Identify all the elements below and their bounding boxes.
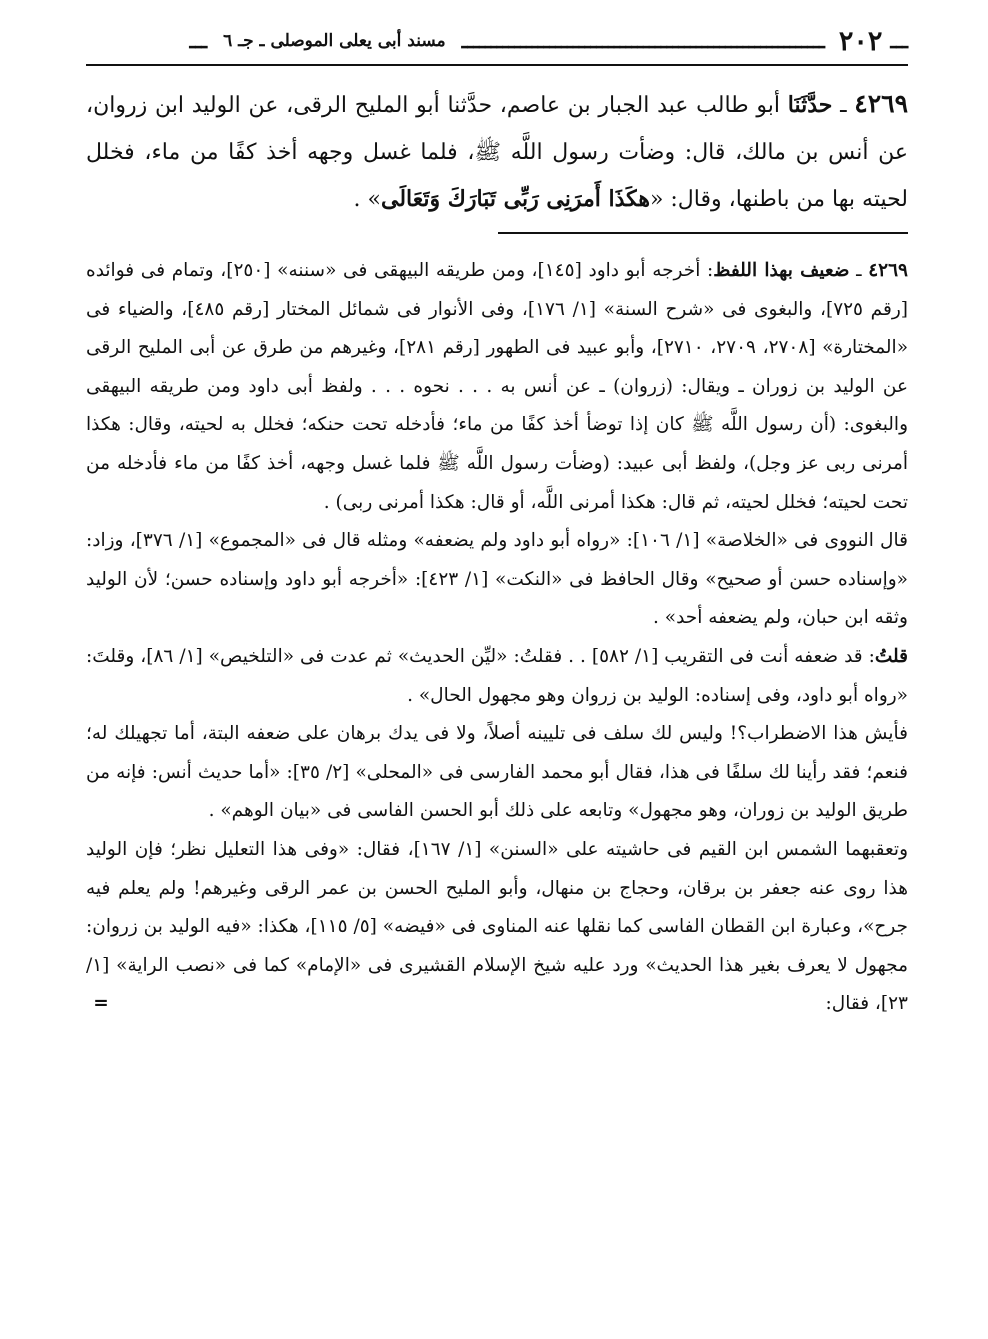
grading-label: ضعيف بهذا اللفظ <box>713 260 850 281</box>
hadith-body: أبو طالب عبد الجبار بن عاصم، حدَّثنا أبو المليح الرقى، عن الوليد ابن زروان، عن أنس بن مالك، قال: وضأت رسول اللَّه ﷺ، فلما غسل وجهه أخذ كفًا من ماء، فخلل لحيته بها من باطنها، وقال: « <box>86 93 908 212</box>
running-header <box>86 18 908 66</box>
note-text-1: : أخرجه أبو داود [١٤٥]، ومن طريقه البيهقى فى «سننه» [٢٥٠]، وتمام فى فوائده [رقم ٧٢٥]، والبغوى فى «شرح السنة» [١/ ١٧٦]، وفى الأنوار فى شمائل المختار [رقم ٤٨٥]، والضياء فى «المختارة» [٢٧٠٨، ٢٧٠٩، ٢٧١٠]، وأبو عبيد فى الطهور [رقم ٢٨١]، وغيرهم من طرق عن أبى المليح الرقى عن الوليد بن زوران ـ ويقال: (زروان) ـ عن أنس به . . . نحوه . . . ولفظ أبى داود ومن طريقه البيهقى والبغوى: (أن رسول اللَّه ﷺ كان إذا توضأ أخذ كفًا من ماء؛ فأدخله تحت حنكه؛ فخلل به لحيته، وقال: هكذا أمرنى ربى عز وجل)، ولفظ أبى عبيد: (وضأت رسول اللَّه ﷺ فلما غسل وجهه، أخذ كفًا من ماء فأدخله من تحت لحيته؛ فخلل لحيته، ثم قال: هكذا أمرنى اللَّه، أو قال: هكذا أمرنى ربى) . <box>86 260 909 513</box>
note-paragraph-2: قال النووى فى «الخلاصة» [١/ ١٠٦]: «رواه أبو داود ولم يضعفه» ومثله قال فى «المجموع» [١/ ٣٧٦]، وزاد: «وإسناده حسن أو صحيح» وقال الحافظ فى «النكت» [١/ ٤٢٣]: «أخرجه أبو داود وإسناده حسن؛ لأن الوليد وثقه ابن حبان، ولم يضعفه أحد» . <box>86 530 908 629</box>
header-dash-right: ـــ <box>890 29 908 53</box>
note-paragraph-4: فأيش هذا الاضطراب؟! وليس لك سلف فى تليينه أصلاً، ولا فى يدك برهان على ضعفه البتة، أما تجهيلك له؛ فنعم؛ فقد رأينا لك سلفًا فى هذا، فقال أبو محمد الفارسى فى «المحلى» [٢/ ٣٥]: «أما حديث أنس: فإنه من طريق الوليد بن زوران، وهو مجهول» وتابعه على ذلك أبو الحسن الفاسى فى «بيان الوهم» . <box>86 723 908 822</box>
footnotes <box>86 252 908 1024</box>
hadith-separator: ـ <box>832 93 855 118</box>
note-text-3: : قد ضعفه أنت فى التقريب [١/ ٥٨٢] . . فقلتُ: «ليِّن الحديث» ثم عدت فى «التلخيص» [١/ ٨٦]، وقلتَ: «رواه أبو داود، وفى إسناده: الوليد بن زروان وهو مجهول الحال» . <box>86 645 908 706</box>
qultu-label: قلتُ <box>874 645 908 667</box>
footnote-divider <box>498 232 908 234</box>
header-dash-middle: ــــــــــــــــــــــــــــــــــــــــــــــــــــــــــــــ <box>461 29 825 53</box>
hadith-text <box>86 80 908 223</box>
header-dash-left: ـــ <box>189 29 208 53</box>
note-text-5: وتعقبهما الشمس ابن القيم فى حاشيته على «السنن» [١/ ١٦٧]، فقال: «وفى هذا التعليل نظر؛ فإن الوليد هذا روى عنه جعفر بن برقان، وحجاج بن منهال، وأبو المليح الحسن بن عمر الرقى وغيرهم! ولم يعلم فيه جرح»، وعبارة ابن القطان الفاسى كما نقلها عنه المناوى فى «فيضه» [٥/ ١١٥]، هكذا: «فيه الوليد بن زروان: مجهول لا يعرف بغير هذا الحديث» ورد عليه شيخ الإسلام القشيرى فى «الإمام» كما فى «نصب الراية» [١/ ٢٣]، فقال: <box>86 838 909 1015</box>
note-paragraph-3 <box>86 638 908 715</box>
hadith-end: » . <box>353 187 381 212</box>
note-paragraph-1 <box>86 252 908 522</box>
running-title: مسند أبى يعلى الموصلى ـ جـ ٦ <box>223 31 446 51</box>
note-number: ٤٢٦٩ <box>868 260 908 281</box>
hadith-lead: حدَّثَنَا <box>787 92 833 118</box>
hadith-quote: هكَذَا أَمرَنِى رَبِّى تَبَارَكَ وَتَعَالَى <box>380 186 650 212</box>
hadith-number: ٤٢٦٩ <box>854 89 909 118</box>
note-separator: ـ <box>849 260 869 281</box>
page-number: ٢٠٢ <box>838 25 883 57</box>
continuation-mark: = <box>93 993 109 1015</box>
note-paragraph-5 <box>86 831 908 1024</box>
